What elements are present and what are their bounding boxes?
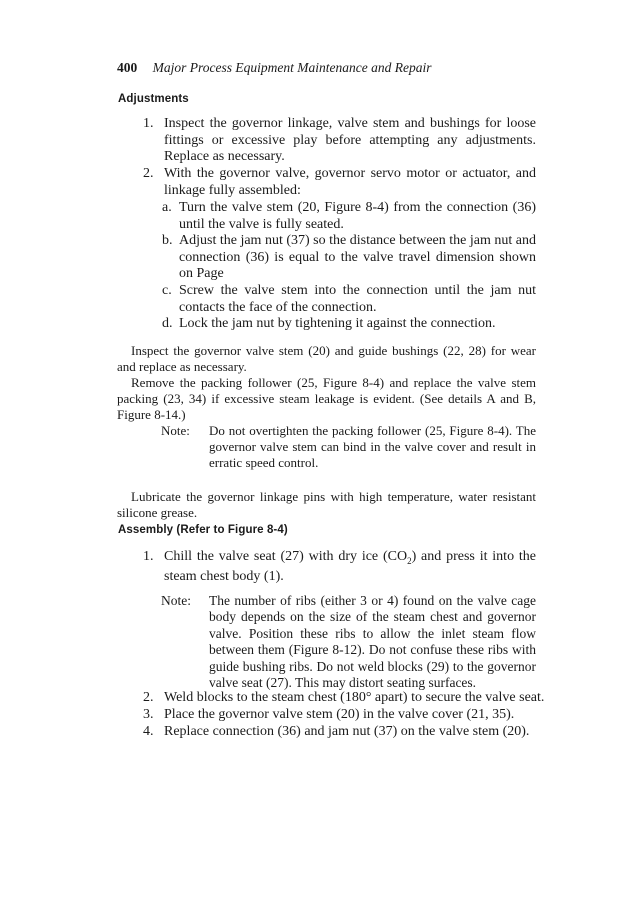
adjustments-subitem-a [162,200,536,233]
item-text: Weld blocks to the steam chest (180° apart) to secure the valve seat. [164,690,545,705]
subitem-text: Adjust the jam nut (37) so the distance between the jam nut and connection (36) is equal to the valve travel dimension shown on Page [179,233,536,282]
adjustments-item-1 [143,116,536,166]
item-number: 3. [143,707,154,722]
adjustments-item-2 [143,166,536,199]
item-number: 1. [143,116,154,131]
paragraph-remove-packing: Remove the packing follower (25, Figure 8-4) and replace the valve stem packing (23, 34) if excessive steam leakage is evident. (See details A and B, Figure 8-14.) [117,375,536,422]
page-header [117,60,431,76]
subitem-text: Turn the valve stem (20, Figure 8-4) from the connection (36) until the valve is fully seated. [179,200,536,232]
item-text: Inspect the governor linkage, valve stem and bushings for loose fittings or excessive play before attempting any adjustments. Replace as necessary. [164,116,536,165]
subitem-letter: c. [162,283,172,298]
subitem-letter: d. [162,316,173,331]
adjustments-heading: Adjustments [118,93,189,105]
subitem-text: Screw the valve stem into the connection until the jam nut contacts the face of the connection. [179,283,536,315]
subitem-text: Lock the jam nut by tightening it against the connection. [179,316,496,331]
subitem-letter: b. [162,233,173,248]
assembly-item-4 [143,724,544,741]
subitem-letter: a. [162,200,172,215]
item-text-part-a: Chill the valve seat (27) with dry ice (CO [164,549,408,564]
adjustments-subitem-d [162,316,536,333]
adjustments-subitem-b [162,233,536,283]
paragraph-inspect: Inspect the governor valve stem (20) and guide bushings (22, 28) for wear and replace as necessary. [117,343,536,374]
note-label: Note: [161,423,190,438]
note-packing-follower [161,423,536,471]
note-ribs [161,593,536,691]
note-label: Note: [161,593,191,608]
assembly-item-2 [143,690,545,707]
book-title: Major Process Equipment Maintenance and Repair [152,60,432,75]
item-number: 1. [143,549,154,564]
item-text: Replace connection (36) and jam nut (37) on the valve stem (20). [164,724,530,739]
adjustments-subitem-c [162,283,536,316]
assembly-heading: Assembly (Refer to Figure 8-4) [118,524,288,536]
item-text: With the governor valve, governor servo motor or actuator, and linkage fully assembled: [164,166,536,198]
item-text-part-b: ) and press it into the steam chest body (1). [164,549,536,585]
item-number: 2. [143,166,154,181]
item-number: 4. [143,724,154,739]
item-number: 2. [143,690,154,705]
item-text: Place the governor valve stem (20) in the valve cover (21, 35). [164,707,515,722]
note-text: The number of ribs (either 3 or 4) found on the valve cage body depends on the size of the steam chest and governor valve. Position these ribs to allow the inlet steam flow between them (Figure 8-12). Do not confuse these ribs with guide bushing ribs. Do not weld blocks (29) to the governor valve seat (27). This may distort seating surfaces. [209,593,536,691]
note-text: Do not overtighten the packing follower (25, Figure 8-4). The governor valve stem can bind in the valve cover and result in erratic speed control. [209,423,536,470]
paragraph-lubricate: Lubricate the governor linkage pins with high temperature, water resistant silicone grease. [117,489,536,520]
page-number: 400 [117,60,138,75]
assembly-item-3 [143,707,544,724]
subscript-2: 2 [407,555,412,566]
assembly-item-1 [143,549,536,586]
